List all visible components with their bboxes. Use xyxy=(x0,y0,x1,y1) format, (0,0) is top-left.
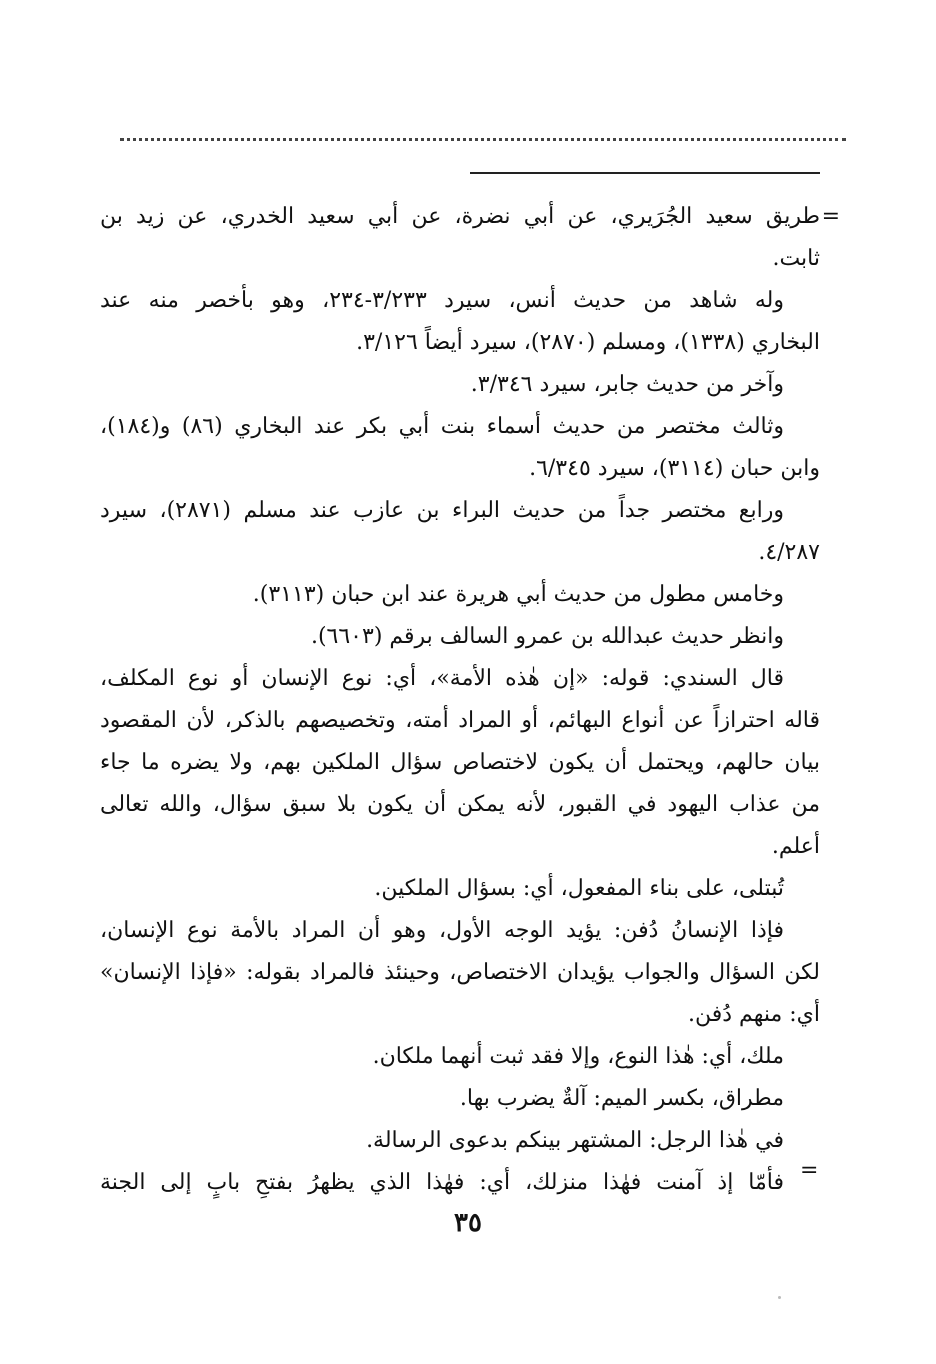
footnote-line: وخامس مطول من حديث أبي هريرة عند ابن حبان (٣١١٣). xyxy=(252,582,784,607)
footnote-line: فأمّا إذ آمنت فهٰذا منزلك، أي: فهٰذا الذي يظهرُ بفتحِ بابٍ إلى الجنة xyxy=(100,1170,784,1195)
footnote-line: قاله احترازاً عن أنواع البهائم، أو المراد أمته، وتخصيصهم بالذكر، لأن المقصود xyxy=(100,708,820,733)
footnote-line: وثالث مختصر من حديث أسماء بنت أبي بكر عند البخاري (٨٦) و(١٨٤)، xyxy=(100,414,784,439)
page-number: ٣٥ xyxy=(454,1208,482,1238)
dotted-separator xyxy=(120,138,846,141)
footnote-line: لكن السؤال والجواب يؤيدان الاختصاص، وحينئذ فالمراد بقوله: «فإذا الإنسان» xyxy=(100,960,820,985)
footnote-line: مطراق، بكسر الميم: آلةٌ يضرب بها. xyxy=(459,1086,784,1111)
footnote-line: طريق سعيد الجُرَيري، عن أبي نضرة، عن أبي سعيد الخدري، عن زيد بن xyxy=(100,204,820,229)
footnote-line: ورابع مختصر جداً من حديث البراء بن عازب عند مسلم (٢٨٧١)، سيرد xyxy=(100,498,784,523)
footnote-line: وله شاهد من حديث أنس، سيرد ٣/٢٣٣-٢٣٤، وهو بأخصر منه عند xyxy=(100,288,784,313)
footnotes-block xyxy=(100,196,820,1204)
footnote-line: أعلم. xyxy=(771,834,820,859)
continuation-mark-end: = xyxy=(800,1158,819,1183)
footnote-separator-line xyxy=(470,172,820,174)
footnote-line: ملك، أي: هٰذا النوع، وإلا فقد ثبت أنهما ملكان. xyxy=(372,1044,784,1069)
footnote-line: البخاري (١٣٣٨)، ومسلم (٢٨٧٠)، سيرد أيضاً ٣/١٢٦. xyxy=(356,330,820,355)
footnote-line: من عذاب اليهود في القبور، لأنه يمكن أن يكون بلا سبق سؤال، والله تعالى xyxy=(100,792,820,817)
footnote-line: وابن حبان (٣١١٤)، سيرد ٦/٣٤٥. xyxy=(529,456,820,481)
footnote-line: في هٰذا الرجل: المشتهر بينكم بدعوى الرسالة. xyxy=(366,1128,784,1153)
continuation-mark-start: = xyxy=(821,204,840,229)
footnote-line: تُبتلى، على بناء المفعول، أي: بسؤال الملكين. xyxy=(374,876,784,901)
scan-speck xyxy=(778,1296,781,1299)
footnote-line: ٤/٢٨٧. xyxy=(758,540,820,565)
footnote-line: ثابت. xyxy=(772,246,820,271)
footnote-line: بيان حالهم، ويحتمل أن يكون لاختصاص سؤال الملكين بهم، ولا يضره ما جاء xyxy=(100,750,820,775)
footnote-line: أي: منهم دُفن. xyxy=(688,1002,820,1027)
footnote-line: وانظر حديث عبدالله بن عمرو السالف برقم (٦٦٠٣). xyxy=(310,624,784,649)
footnote-line: فإذا الإنسانُ دُفن: يؤيد الوجه الأول، وهو أن المراد بالأمة نوع الإنسان، xyxy=(100,918,784,943)
footnote-line: قال السندي: قوله: «إن هٰذه الأمة»، أي: نوع الإنسان أو نوع المكلف، xyxy=(100,666,785,691)
footnote-line: وآخر من حديث جابر، سيرد ٣/٣٤٦. xyxy=(470,372,784,397)
